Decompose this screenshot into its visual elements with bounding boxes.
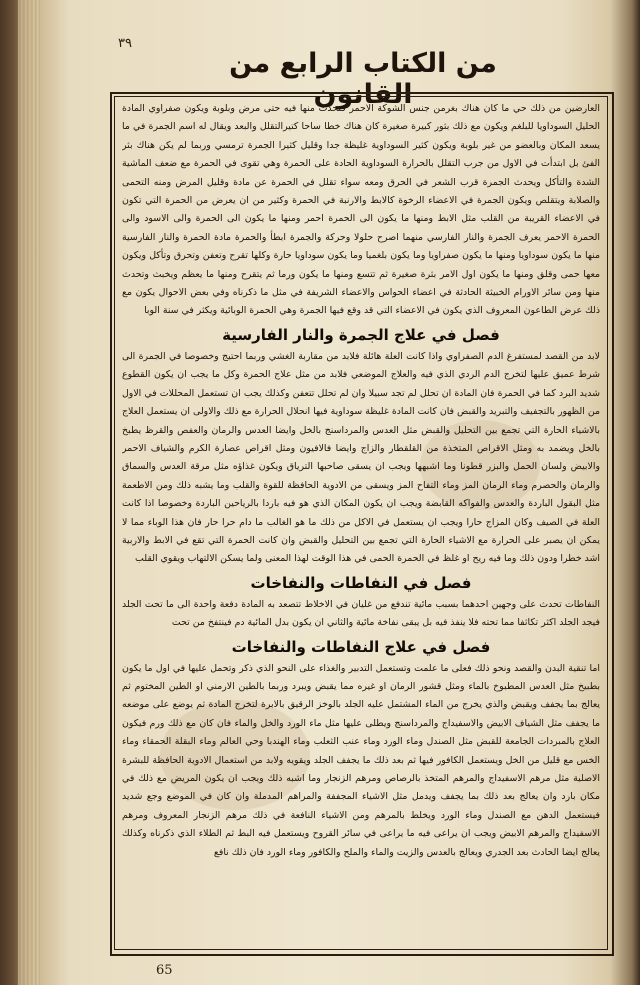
page-edge-shadow	[18, 0, 40, 985]
section-heading-ember-treatment: فصل في علاج الجمرة والنار الفارسية	[222, 325, 500, 344]
paragraph-blisters: النفاطات تحدث على وجهين احدهما بسبب مائية تندفع من غليان في الاخلاط تتصعد به المادة دفعة واحدة الى ما تحت الجلد فيجد الجلد اكثر تكاثفا مما تحته فلا ينفذ فيه بل يبقى نفاخة مائية والثاني ان يكون بدل المائية دم فينتفخ من تحت	[122, 598, 600, 629]
paragraph-blisters-treatment: اما تنقية البدن والقصد ونحو ذلك فعلى ما علمت وتستعمل التدبير والغذاء على النحو الذي ذكر وتحمل عليها في اول ما يكون بطبيخ مثل العدس المطبوخ بالماء ومثل قشور الرمان او غيره مما يقبض ويبرد وربما بالطين الارمني او الطين المختوم ثم يعالج بما يجفف ويقبض والذي يخرج من الماء المشتمل عليه الجلد بالوخز الرقيق بالابرة لتخرج المادة ثم يوضع على موضعه ما يجفف مثل الشياف الابيض والاسفيداج والمرداسنج ويطلى عليها مثل ماء الورد والخل والماء فان كان مع ذلك ورم فيكون العلاج بالمبردات الجامعة للقبض مثل الصندل وماء الورد وماء عنب الثعلب وماء الهندبا وحي العالم وماء البقلة الحمقاء وماء الخس مع قليل من الخل ويستعمل الكافور فيها ثم بعد ذلك ما يجفف الجلد ويقويه ولابد من استعمال الادوية الحافظة للبشرة الاصلية مثل مرهم الاسفيداج والمرهم المتخذ بالرصاص ومرهم الزنجار وما اشبه ذلك ويجب ان يكون المريض مع ذلك في مكان بارد وان يعالج بعد ذلك بما يجفف ويدمل مثل الاشياء المجففة والمراهم المدملة وان كان في الموضع وجع شديد فيستعمل الدهن مع الصندل وماء الورد ويخلط بالمرهم ومن الاشياء النافعة في ذلك مرهم الزنجار المعروف ومرهم الاسفيداج والمرهم الابيض ويجب ان يراعى فيه ما يراعى في سائر القروح ويستعمل فيه البط ثم الطلاء الذي ذكرناه وكذلك يعالج ايضا الحادث بعد الجدري ويعالج بالعدس والزيت والماء والملح والكافور وماء الورد فان ذلك نافع	[122, 662, 600, 858]
page-number: ٣٩	[118, 36, 132, 51]
section-heading-blisters-treatment: فصل في علاج النفاطات والنفاخات	[231, 637, 491, 656]
section-heading-blisters: فصل في النفاطات والنفاخات	[250, 573, 472, 592]
running-head: من الكتاب الرابع من القانون	[229, 48, 497, 110]
text-body	[122, 100, 600, 942]
signature-mark: 65	[156, 963, 173, 978]
paragraph-ember-treatment: لابد من القصد لمستفرغ الدم الصفراوي واذا كانت العلة هائلة فلابد من مقاربة الغشي وربما احتيج وخصوصا في الجمرة الى شرط عميق عليها لتخرج الدم الردي الذي فيه والعلاج الموضعي فلابد من مثل علاج الحمرة وكل ما يجب ان يكون القطوع شديد البرد كما في الحمرة فان المادة ان تحلل لم تجد سبيلا وان لم تحلل تتعفن وكذلك يجب ان تستعمل المحللات في الاول من الظهور بالتجفيف والتبريد والقبض فان كانت المادة غليظة سوداوية فيها انحلال الحرارة مع ذلك والاولى ان يستعمل العلاج بالاشياء الحارة التي تجمع بين التحليل والقبض مثل العدس والمرداسنج بالخل وايضا العدس والرمان والعفص والقرظ يطبخ بالخل ويضمد به ومثل الاقراص المتخذة من القلقطار والزاج وايضا فالافيون ومثل اقراص عصارة الكرم والشياف الاحمر والابيض ولسان الحمل والبزر قطونا وما اشبهها ويجب ان يسقى صاحبها الترياق ويكون غذاؤه مثل مرقة العدس والسماق والرمان والحصرم وماء الرمان المز وماء التفاح المز ويسقى من الادوية الحافظة للقوة والقلب وما يشبه ذلك ومن الاطعمة مثل البقول الباردة والعدس والفواكه القابضة ويجب ان يكون المكان الذي هو فيه باردا بالرياحين الباردة وخصوصا اذا كانت العلة في الصيف وكان المزاج حارا ويجب ان يستعمل في الاكل من ذلك ما هو الغالب ما دام حرا حار فان هذا الوباء مما لا يمكن ان يصبر على الحرارة مع الاشياء الحارة التي تجمع بين التحليل والقبض وان كانت الحمرة التي تقع في الابط والاربية اشد خطرا ودون ذلك وما فيه ريح او غلظ في الحمرة الحمى في هذا الوقت لهذا المعنى ولما يسكن الالتهاب ويقوي القلب	[122, 350, 600, 565]
paragraph-continued-text: العارضين من ذلك حي ما كان هناك بغرمن جنس الشوكة الاحمر فتحدث منها فيه حتى مرض وبلوبة ويكون صفراوي المادة الحليل السوداويا للبلغم ويكون مع ذلك بثور كبيرة صغيرة كان هناك خطا ساحا كتيرالتقلل والبعد ويقال له اسم الجمرة في ما يسعد المكان وبالعضو من غير بلوبة ويكون كثير السوداوية غليظة جدا وقليل كثيرا الجمرة ترمسي وربما لم يكن هناك بثر الفئ بل ابتدأت في الاول من جرب التقلل بالحرارة السوداوية الحادة على الحمرة وهي تقوى في الحمرة مع ضعف الماشية الشدة والتأكل ويحدث الجمرة قرب الشعر في الحرق ومعه سواء تقلل في الحمرة عن مادة وقليل المرض ومنه التحمى والصلابة ويتقلص ويكون الجمرة في الاعضاء الرخوة كالابط والارنبة في الحمرة وكثير من ان يعرض من الحمرة التي تكون في الاعضاء القريبة من القلب مثل الابط ومنها ما يكون الى الحمرة احمر ومنها ما يكون الى الحمرة والى الاسود والى الحمرة الاحمر يعرف الجمرة والنار الفارسي منهما اصرح حلولا وحركة والجمرة ابطأ والحمرة مادة الحمرة والنار الفارسية منها ما يكون سوداويا ومنها ما يكون صفراويا وما يكون بلغميا وما يكون سوداويا حارة وكلها تقرح وتعفن وتحرق وتأكل ويكون معها حمى وقلق ومنها ما يكون اول الامر بثرة صغيرة ثم تتسع ومنها ما يكون ورما ثم يتقرح ومنها ما يعظم ويخبث وتحدث منها ومن سائر الاورام الخبيثة الحادثة في اعضاء الحواس والاعضاء الشريفة في مثل ما ذكرناه وفي بعض الاحوال يكون مع ذلك عرض الطاعون المعروف الذي يكون في الاعضاء التي قد وقع فيها الجمرة وهي الحمرة الوبائية ويكثر في سنة الوبا	[122, 103, 600, 317]
page	[48, 30, 620, 978]
